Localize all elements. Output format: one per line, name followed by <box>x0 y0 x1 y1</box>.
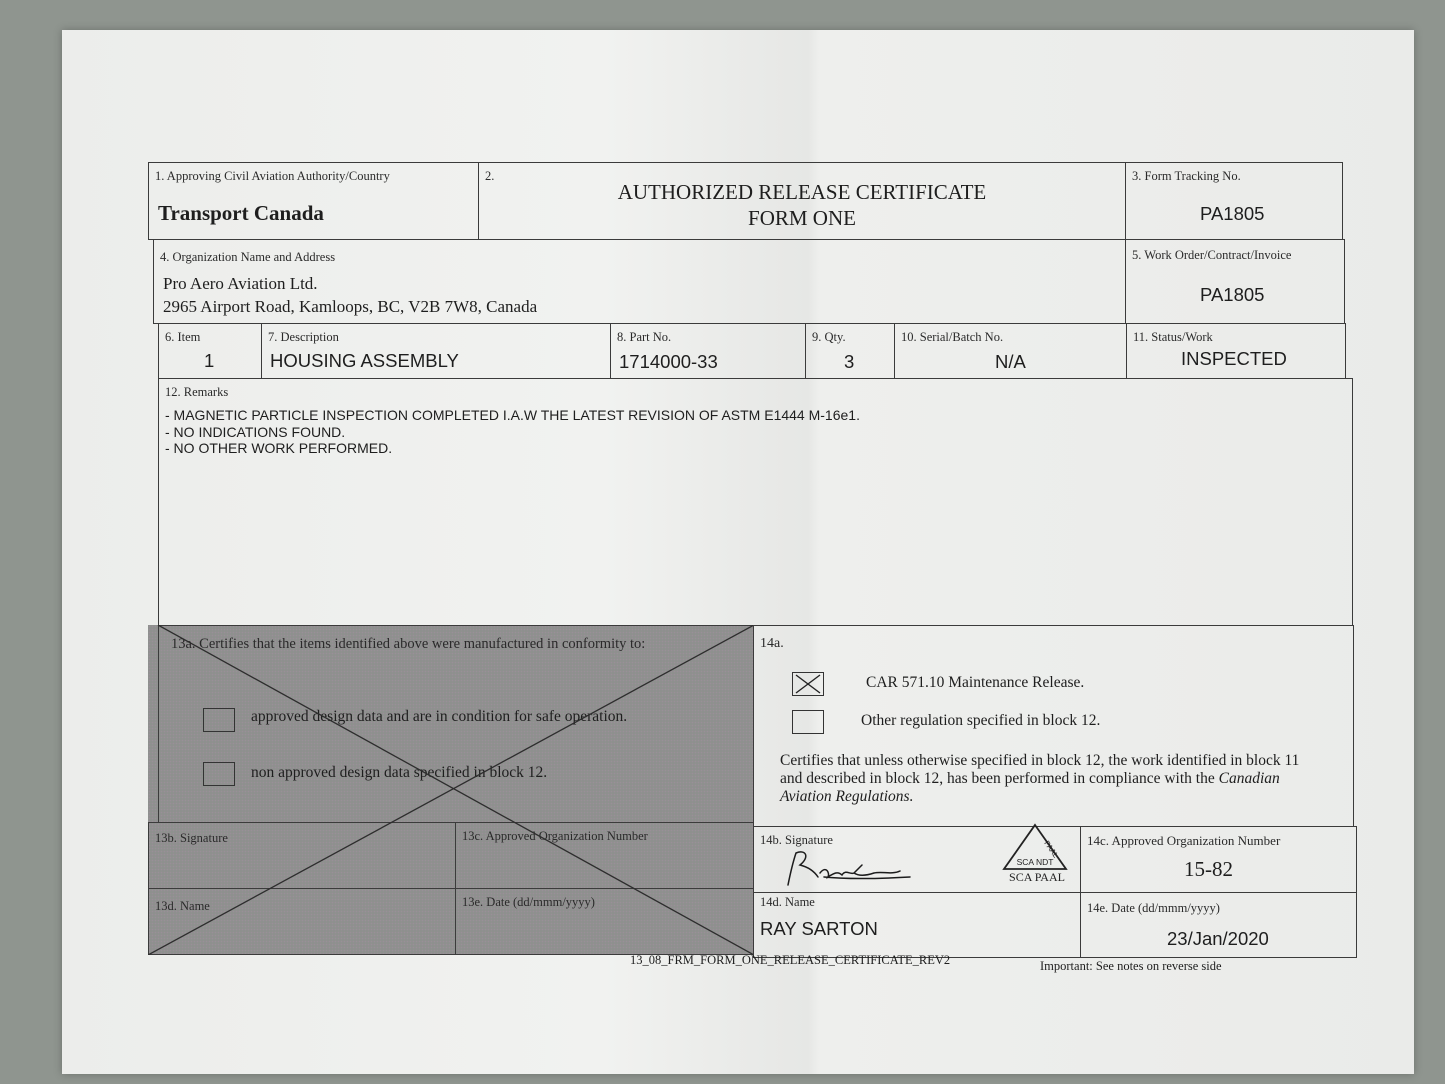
block14c-label: 14c. Approved Organization Number <box>1087 833 1281 848</box>
cross-line-1 <box>158 625 754 955</box>
block13b-label: 13b. Signature <box>155 831 228 845</box>
block9-quantity <box>805 323 895 379</box>
block11-status <box>1126 323 1346 379</box>
block1-authority <box>148 162 479 240</box>
block14a-option2-label: Other regulation specified in block 12. <box>861 712 1101 729</box>
serial-value: N/A <box>995 351 1026 372</box>
block8-label: 8. Part No. <box>617 330 672 344</box>
block1-label: 1. Approving Civil Aviation Authority/Country <box>155 169 390 183</box>
svg-text:SCA NDT: SCA NDT <box>1016 857 1054 867</box>
work-order-value: PA1805 <box>1200 284 1265 305</box>
block12-remarks <box>158 378 1353 626</box>
block13a-option2-label: non approved design data specified in block 12. <box>251 764 548 781</box>
block6-label: 6. Item <box>165 330 201 344</box>
organization-address: 2965 Airport Road, Kamloops, BC, V2B 7W8, Canada <box>163 297 538 316</box>
block14d-label: 14d. Name <box>760 895 815 909</box>
block3-label: 3. Form Tracking No. <box>1132 169 1241 183</box>
cross-line-2 <box>148 625 754 955</box>
block13e-label: 13e. Date (dd/mmm/yyyy) <box>462 895 595 909</box>
cert-line-1: Certifies that unless otherwise specified in block 12, the work identified in block 11 <box>780 752 1300 769</box>
handwritten-signature <box>784 847 924 891</box>
block14a-certification-text <box>780 752 1299 806</box>
block2-title <box>478 162 1126 240</box>
status-value: INSPECTED <box>1181 348 1287 369</box>
block14a-release <box>753 625 1354 827</box>
remark-line-3: - NO OTHER WORK PERFORMED. <box>165 440 393 456</box>
block10-serial <box>894 323 1127 379</box>
block3-tracking <box>1125 162 1343 240</box>
block6-item <box>158 323 262 379</box>
item-value: 1 <box>204 350 215 371</box>
block9-label: 9. Qty. <box>812 330 846 344</box>
block7-description <box>261 323 611 379</box>
block10-label: 10. Serial/Batch No. <box>901 330 1004 344</box>
block13a-label: 13a. Certifies that the items identified above were manufactured in conformity to: <box>171 636 646 652</box>
block5-label: 5. Work Order/Contract/Invoice <box>1132 248 1292 262</box>
cert-line-2: and described in block 12, has been performed in compliance with the <box>780 770 1215 787</box>
form-title-line2: FORM ONE <box>748 206 856 230</box>
form-code-footer: 13_08_FRM_FORM_ONE_RELEASE_CERTIFICATE_REV2 <box>630 953 951 967</box>
block14e-label: 14e. Date (dd/mmm/yyyy) <box>1087 901 1220 915</box>
checkbox-x-mark-icon <box>793 673 823 695</box>
block14a-label: 14a. <box>760 636 784 651</box>
block12-label: 12. Remarks <box>165 385 229 399</box>
svg-text:SCA PAAL: SCA PAAL <box>1009 870 1065 883</box>
tracking-value: PA1805 <box>1200 203 1265 224</box>
form-title-line1: AUTHORIZED RELEASE CERTIFICATE <box>617 180 987 204</box>
block2-label: 2. <box>485 169 495 183</box>
block13a-option1-label: approved design data and are in condition for safe operation. <box>251 708 628 725</box>
organization-name: Pro Aero Aviation Ltd. <box>163 274 318 293</box>
inspection-stamp <box>1000 821 1080 883</box>
approved-org-value: 15-82 <box>1184 857 1233 881</box>
name-value: RAY SARTON <box>760 918 878 939</box>
release-certificate-form <box>148 162 1354 958</box>
block14b-label: 14b. Signature <box>760 833 833 847</box>
cert-line-3: Aviation Regulations. <box>780 788 914 805</box>
block14d-name <box>753 892 1081 958</box>
block14a-option2-checkbox[interactable] <box>792 710 824 734</box>
block7-label: 7. Description <box>268 330 339 344</box>
remarks-text <box>165 407 860 457</box>
block14a-option1-checkbox[interactable] <box>792 672 824 696</box>
block11-label: 11. Status/Work <box>1133 330 1213 344</box>
quantity-value: 3 <box>844 351 855 372</box>
block14c-approved-org <box>1080 826 1357 893</box>
svg-text:PAAL: PAAL <box>1042 838 1061 860</box>
cert-line-2-wrap <box>780 770 1299 788</box>
date-value: 23/Jan/2020 <box>1167 928 1269 949</box>
block14b-signature <box>753 826 1081 893</box>
block8-part-number <box>610 323 806 379</box>
block5-work-order <box>1125 239 1345 324</box>
authority-value: Transport Canada <box>158 201 324 225</box>
remark-line-2: - NO INDICATIONS FOUND. <box>165 423 346 440</box>
block13-cross-out <box>148 625 754 955</box>
block14a-option1-label: CAR 571.10 Maintenance Release. <box>866 674 1085 691</box>
form-title <box>479 179 1125 231</box>
block14e-date <box>1080 892 1357 958</box>
block4-organization <box>153 239 1126 324</box>
reverse-side-note: Important: See notes on reverse side <box>1040 959 1222 973</box>
block13c-label: 13c. Approved Organization Number <box>462 829 648 843</box>
cert-italic: Canadian <box>1218 770 1280 787</box>
remark-line-1: - MAGNETIC PARTICLE INSPECTION COMPLETED I.A.W THE LATEST REVISION OF ASTM E1444 M-16e1. <box>165 407 860 423</box>
block4-label: 4. Organization Name and Address <box>160 250 336 264</box>
part-number-value: 1714000-33 <box>619 351 718 372</box>
description-value: HOUSING ASSEMBLY <box>270 350 459 371</box>
block13d-label: 13d. Name <box>155 899 210 913</box>
